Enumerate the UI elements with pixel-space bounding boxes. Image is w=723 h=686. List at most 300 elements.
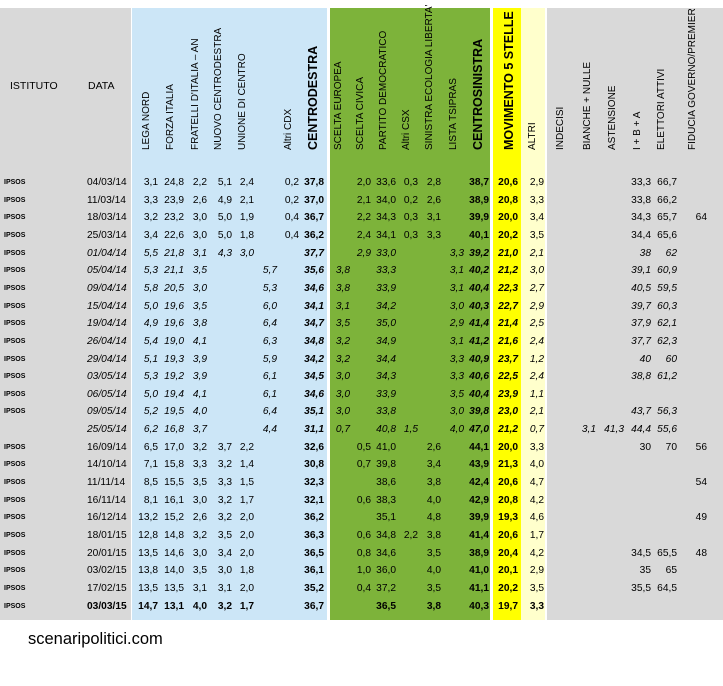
cell-iba: 38 <box>639 248 651 259</box>
cell-cdx: 34,1 <box>304 301 324 312</box>
cell-m5s: 20,6 <box>498 530 518 541</box>
footer-site: scenaripolitici.com <box>28 630 163 648</box>
row-date: 01/04/14 <box>87 248 127 259</box>
cell-fdi: 3,2 <box>192 442 207 453</box>
cell-sel: 3,8 <box>426 601 441 612</box>
cell-ln: 3,2 <box>143 212 158 223</box>
cell-el: 65 <box>665 565 677 576</box>
cell-sc: 0,4 <box>356 583 371 594</box>
row-istituto: IPSOS <box>4 391 26 398</box>
cell-alt: 3,3 <box>529 195 544 206</box>
header-altri-csx: Altri CSX <box>401 109 412 150</box>
cell-fdi: 3,0 <box>192 212 207 223</box>
header-centrodestra: CENTRODESTRA <box>306 45 320 150</box>
cell-se: 3,1 <box>335 301 350 312</box>
cell-sel: 3,8 <box>426 477 441 488</box>
cell-el: 59,5 <box>657 283 677 294</box>
cell-cdx: 35,6 <box>304 265 324 276</box>
cell-m5s: 22,5 <box>498 371 518 382</box>
header-ncd: NUOVO CENTRODESTRA <box>213 27 224 150</box>
cell-iba: 37,9 <box>631 318 651 329</box>
cell-csx: 38,7 <box>469 177 489 188</box>
cell-ln: 5,4 <box>143 336 158 347</box>
cell-sc: 2,9 <box>356 248 371 259</box>
cell-m5s: 20,8 <box>498 195 518 206</box>
cell-csx: 40,9 <box>469 354 489 365</box>
cell-fi: 19,0 <box>164 336 184 347</box>
row-istituto: IPSOS <box>4 373 26 380</box>
row-istituto: IPSOS <box>4 197 26 204</box>
cell-udc: 1,9 <box>239 212 254 223</box>
cell-cdx: 36,7 <box>304 212 324 223</box>
cell-sel: 2,6 <box>426 195 441 206</box>
cell-fdi: 3,5 <box>192 565 207 576</box>
cell-fi: 14,0 <box>164 565 184 576</box>
cell-cdx: 37,7 <box>304 248 324 259</box>
cell-alt: 4,6 <box>529 512 544 523</box>
cell-ast: 41,3 <box>604 424 624 435</box>
cell-pd: 38,3 <box>376 495 396 506</box>
cell-csx: 41,4 <box>469 318 489 329</box>
cell-ncdudc: 6,4 <box>262 318 277 329</box>
cell-ncd: 5,0 <box>217 230 232 241</box>
cell-el: 60,3 <box>657 301 677 312</box>
cell-csx: 43,9 <box>469 459 489 470</box>
cell-cdx: 34,8 <box>304 336 324 347</box>
cell-cdx: 36,7 <box>304 601 324 612</box>
cell-m5s: 20,0 <box>498 442 518 453</box>
cell-fdi: 2,6 <box>192 512 207 523</box>
cell-ln: 12,8 <box>138 530 158 541</box>
cell-el: 66,2 <box>657 195 677 206</box>
cell-el: 65,7 <box>657 212 677 223</box>
cell-ln: 13,8 <box>138 565 158 576</box>
cell-fi: 19,6 <box>164 318 184 329</box>
row-istituto: IPSOS <box>4 267 26 274</box>
cell-fdi: 2,2 <box>192 177 207 188</box>
row-date: 25/05/14 <box>87 424 127 435</box>
cell-m5s: 23,7 <box>498 354 518 365</box>
row-date: 09/04/14 <box>87 283 127 294</box>
cell-ncdudc: 5,3 <box>262 283 277 294</box>
cell-udc: 2,2 <box>239 442 254 453</box>
cell-se: 3,0 <box>335 371 350 382</box>
cell-ts: 3,1 <box>449 283 464 294</box>
cell-fdi: 3,0 <box>192 548 207 559</box>
header-sel: SINISTRA ECOLOGIA LIBERTA' <box>424 4 435 150</box>
cell-fi: 19,3 <box>164 354 184 365</box>
cell-csx: 44,1 <box>469 442 489 453</box>
header-bianche: BIANCHE + NULLE <box>582 61 593 150</box>
cell-se: 3,8 <box>335 283 350 294</box>
cell-se: 0,7 <box>335 424 350 435</box>
cell-pd: 33,9 <box>376 389 396 400</box>
cell-iba: 30 <box>639 442 651 453</box>
cell-udc: 1,7 <box>239 495 254 506</box>
cell-m5s: 22,3 <box>498 283 518 294</box>
cell-pd: 34,4 <box>376 354 396 365</box>
cell-iba: 39,7 <box>631 301 651 312</box>
row-istituto: IPSOS <box>4 356 26 363</box>
cell-fdi: 3,2 <box>192 530 207 541</box>
cell-ln: 13,5 <box>138 583 158 594</box>
cell-udc: 1,7 <box>239 601 254 612</box>
cell-fi: 13,5 <box>164 583 184 594</box>
cell-fdi: 3,3 <box>192 459 207 470</box>
row-date: 03/05/14 <box>87 371 127 382</box>
cell-ncd: 3,2 <box>217 601 232 612</box>
cell-ncd: 3,4 <box>217 548 232 559</box>
header-ib-a: I + B + A <box>632 111 643 150</box>
cell-fi: 15,8 <box>164 459 184 470</box>
cell-acsx: 0,2 <box>403 195 418 206</box>
cell-fi: 21,1 <box>164 265 184 276</box>
cell-ln: 5,3 <box>143 265 158 276</box>
cell-ncd: 5,1 <box>217 177 232 188</box>
band-left-grey <box>0 8 131 620</box>
cell-fdi: 3,5 <box>192 301 207 312</box>
row-date: 16/12/14 <box>87 512 127 523</box>
cell-fdi: 4,1 <box>192 389 207 400</box>
header-fiducia: FIDUCIA GOVERNO/PREMIER <box>687 8 698 150</box>
cell-cdx: 36,1 <box>304 565 324 576</box>
cell-csx: 40,3 <box>469 301 489 312</box>
cell-csx: 41,4 <box>469 530 489 541</box>
row-istituto: IPSOS <box>4 514 26 521</box>
cell-m5s: 20,2 <box>498 583 518 594</box>
row-date: 04/03/14 <box>87 177 127 188</box>
cell-sel: 3,3 <box>426 230 441 241</box>
row-istituto: IPSOS <box>4 585 26 592</box>
cell-ln: 5,0 <box>143 301 158 312</box>
cell-fdi: 4,0 <box>192 406 207 417</box>
cell-udc: 2,0 <box>239 548 254 559</box>
cell-alt: 1,1 <box>529 389 544 400</box>
cell-alt: 2,5 <box>529 318 544 329</box>
cell-ln: 5,8 <box>143 283 158 294</box>
row-istituto: IPSOS <box>4 285 26 292</box>
cell-csx: 40,1 <box>469 230 489 241</box>
row-istituto: IPSOS <box>4 214 26 221</box>
cell-fi: 13,1 <box>164 601 184 612</box>
band-altri <box>521 8 545 620</box>
cell-se: 3,2 <box>335 336 350 347</box>
cell-m5s: 23,0 <box>498 406 518 417</box>
cell-csx: 39,9 <box>469 512 489 523</box>
cell-udc: 2,1 <box>239 195 254 206</box>
cell-cdx: 36,2 <box>304 230 324 241</box>
row-istituto: IPSOS <box>4 408 26 415</box>
cell-udc: 1,8 <box>239 565 254 576</box>
cell-pd: 35,0 <box>376 318 396 329</box>
cell-ln: 4,9 <box>143 318 158 329</box>
cell-ncdudc: 4,4 <box>262 424 277 435</box>
header-data: DATA <box>88 80 115 92</box>
row-istituto: IPSOS <box>4 532 26 539</box>
cell-cdx: 34,2 <box>304 354 324 365</box>
cell-sel: 2,6 <box>426 442 441 453</box>
cell-udc: 2,0 <box>239 512 254 523</box>
cell-sc: 2,2 <box>356 212 371 223</box>
cell-csx: 40,6 <box>469 371 489 382</box>
header-scelta-civica: SCELTA CIVICA <box>355 77 366 150</box>
cell-alt: 2,1 <box>529 248 544 259</box>
cell-alt: 3,5 <box>529 583 544 594</box>
cell-ts: 3,0 <box>449 301 464 312</box>
cell-cdx: 35,2 <box>304 583 324 594</box>
cell-fid: 64 <box>695 212 707 223</box>
cell-sel: 4,0 <box>426 495 441 506</box>
cell-alt: 3,4 <box>529 212 544 223</box>
cell-fi: 14,8 <box>164 530 184 541</box>
cell-sel: 4,8 <box>426 512 441 523</box>
cell-sc: 0,6 <box>356 530 371 541</box>
cell-fi: 16,8 <box>164 424 184 435</box>
cell-pd: 33,6 <box>376 177 396 188</box>
cell-alt: 4,2 <box>529 548 544 559</box>
cell-el: 62,3 <box>657 336 677 347</box>
cell-ln: 8,5 <box>143 477 158 488</box>
cell-ln: 6,5 <box>143 442 158 453</box>
cell-cdx: 34,6 <box>304 283 324 294</box>
cell-m5s: 21,6 <box>498 336 518 347</box>
cell-ts: 4,0 <box>449 424 464 435</box>
cell-udc: 2,0 <box>239 583 254 594</box>
cell-pd: 37,2 <box>376 583 396 594</box>
cell-pd: 34,3 <box>376 371 396 382</box>
cell-pd: 34,2 <box>376 301 396 312</box>
cell-pd: 33,3 <box>376 265 396 276</box>
cell-csx: 40,3 <box>469 601 489 612</box>
cell-csx: 40,4 <box>469 389 489 400</box>
cell-fi: 23,2 <box>164 212 184 223</box>
cell-acdx: 0,4 <box>284 230 299 241</box>
cell-pd: 36,0 <box>376 565 396 576</box>
cell-iba: 38,8 <box>631 371 651 382</box>
cell-acdx: 0,4 <box>284 212 299 223</box>
cell-fi: 20,5 <box>164 283 184 294</box>
cell-fdi: 3,5 <box>192 265 207 276</box>
cell-iba: 35,5 <box>631 583 651 594</box>
cell-ts: 2,9 <box>449 318 464 329</box>
cell-cdx: 36,2 <box>304 512 324 523</box>
cell-udc: 1,8 <box>239 230 254 241</box>
row-date: 09/05/14 <box>87 406 127 417</box>
row-istituto: IPSOS <box>4 603 26 610</box>
cell-ts: 3,1 <box>449 336 464 347</box>
cell-fdi: 4,0 <box>192 601 207 612</box>
cell-alt: 3,5 <box>529 230 544 241</box>
row-date: 06/05/14 <box>87 389 127 400</box>
cell-fi: 16,1 <box>164 495 184 506</box>
cell-acdx: 0,2 <box>284 177 299 188</box>
cell-m5s: 20,4 <box>498 548 518 559</box>
cell-ncdudc: 6,1 <box>262 389 277 400</box>
row-date: 29/04/14 <box>87 354 127 365</box>
cell-csx: 38,9 <box>469 195 489 206</box>
cell-ncd: 3,2 <box>217 459 232 470</box>
row-date: 16/11/14 <box>87 495 126 506</box>
header-elettori: ELETTORI ATTIVI <box>656 68 667 150</box>
cell-pd: 40,8 <box>376 424 396 435</box>
cell-pd: 34,8 <box>376 530 396 541</box>
cell-fi: 17,0 <box>164 442 184 453</box>
cell-ncdudc: 5,7 <box>262 265 277 276</box>
cell-fdi: 3,9 <box>192 371 207 382</box>
cell-pd: 34,0 <box>376 195 396 206</box>
cell-se: 3,5 <box>335 318 350 329</box>
header-m5s: MOVIMENTO 5 STELLE <box>502 11 516 150</box>
cell-pd: 33,0 <box>376 248 396 259</box>
cell-iba: 43,7 <box>631 406 651 417</box>
cell-pd: 34,3 <box>376 212 396 223</box>
cell-ts: 3,3 <box>449 371 464 382</box>
cell-ncdudc: 6,3 <box>262 336 277 347</box>
cell-m5s: 20,2 <box>498 230 518 241</box>
cell-ncd: 3,7 <box>217 442 232 453</box>
cell-el: 65,5 <box>657 548 677 559</box>
cell-ln: 5,2 <box>143 406 158 417</box>
cell-cdx: 37,8 <box>304 177 324 188</box>
cell-alt: 0,7 <box>529 424 544 435</box>
cell-ncd: 3,2 <box>217 495 232 506</box>
header-altri: ALTRI <box>527 122 538 150</box>
row-date: 11/03/14 <box>87 195 126 206</box>
cell-fid: 56 <box>695 442 707 453</box>
row-date: 20/01/15 <box>87 548 127 559</box>
row-date: 05/04/14 <box>87 265 127 276</box>
cell-csx: 39,8 <box>469 406 489 417</box>
cell-fdi: 3,5 <box>192 477 207 488</box>
cell-el: 60,9 <box>657 265 677 276</box>
header-forza-italia: FORZA ITALIA <box>165 84 176 150</box>
cell-sc: 0,8 <box>356 548 371 559</box>
row-istituto: IPSOS <box>4 444 26 451</box>
cell-sc: 0,6 <box>356 495 371 506</box>
cell-pd: 33,8 <box>376 406 396 417</box>
cell-alt: 2,4 <box>529 336 544 347</box>
cell-sc: 2,1 <box>356 195 371 206</box>
cell-m5s: 20,0 <box>498 212 518 223</box>
header-lega-nord: LEGA NORD <box>141 91 152 150</box>
cell-ln: 6,2 <box>143 424 158 435</box>
cell-fdi: 3,0 <box>192 283 207 294</box>
cell-fid: 54 <box>695 477 707 488</box>
header-fratelli: FRATELLI D'ITALIA – AN <box>190 38 201 150</box>
cell-el: 61,2 <box>657 371 677 382</box>
cell-ncdudc: 6,1 <box>262 371 277 382</box>
cell-fdi: 3,0 <box>192 495 207 506</box>
row-istituto: IPSOS <box>4 497 26 504</box>
cell-udc: 2,0 <box>239 530 254 541</box>
cell-m5s: 21,4 <box>498 318 518 329</box>
cell-udc: 1,4 <box>239 459 254 470</box>
cell-sel: 2,8 <box>426 177 441 188</box>
cell-fid: 49 <box>695 512 707 523</box>
cell-alt: 2,7 <box>529 283 544 294</box>
cell-ln: 5,0 <box>143 389 158 400</box>
row-istituto: IPSOS <box>4 250 26 257</box>
cell-el: 62 <box>665 248 677 259</box>
header-centrosinistra: CENTROSINISTRA <box>471 38 485 150</box>
cell-alt: 3,3 <box>529 442 544 453</box>
cell-m5s: 21,2 <box>498 424 518 435</box>
cell-alt: 4,0 <box>529 459 544 470</box>
cell-fdi: 2,6 <box>192 195 207 206</box>
row-date: 25/03/14 <box>87 230 127 241</box>
cell-sc: 1,0 <box>356 565 371 576</box>
cell-iba: 37,7 <box>631 336 651 347</box>
cell-iba: 34,4 <box>631 230 651 241</box>
header-udc: UNIONE DI CENTRO <box>237 53 248 150</box>
cell-iba: 34,3 <box>631 212 651 223</box>
row-istituto: IPSOS <box>4 303 26 310</box>
cell-ln: 3,3 <box>143 195 158 206</box>
cell-udc: 2,4 <box>239 177 254 188</box>
cell-alt: 1,2 <box>529 354 544 365</box>
cell-csx: 40,2 <box>469 265 489 276</box>
cell-m5s: 20,1 <box>498 565 518 576</box>
cell-el: 55,6 <box>657 424 677 435</box>
cell-fi: 15,2 <box>164 512 184 523</box>
cell-fi: 22,6 <box>164 230 184 241</box>
cell-ts: 3,1 <box>449 265 464 276</box>
cell-iba: 33,8 <box>631 195 651 206</box>
cell-sc: 0,5 <box>356 442 371 453</box>
header-altri-cdx: Altri CDX <box>283 108 294 150</box>
cell-ln: 5,1 <box>143 354 158 365</box>
cell-iba: 40 <box>639 354 651 365</box>
cell-ncd: 3,5 <box>217 530 232 541</box>
cell-udc: 3,0 <box>239 248 254 259</box>
row-istituto: IPSOS <box>4 461 26 468</box>
cell-ncd: 3,2 <box>217 512 232 523</box>
cell-fdi: 3,1 <box>192 248 207 259</box>
band-centrosinistra <box>330 8 490 620</box>
cell-alt: 2,9 <box>529 301 544 312</box>
row-istituto: IPSOS <box>4 338 26 345</box>
cell-m5s: 20,8 <box>498 495 518 506</box>
row-istituto: IPSOS <box>4 232 26 239</box>
cell-sel: 3,1 <box>426 212 441 223</box>
row-istituto: IPSOS <box>4 179 26 186</box>
cell-acsx: 0,3 <box>403 212 418 223</box>
cell-udc: 1,5 <box>239 477 254 488</box>
cell-ln: 7,1 <box>143 459 158 470</box>
cell-ln: 5,5 <box>143 248 158 259</box>
cell-sel: 3,8 <box>426 530 441 541</box>
header-indecisi: INDECISI <box>555 106 566 150</box>
cell-pd: 38,6 <box>376 477 396 488</box>
cell-alt: 4,7 <box>529 477 544 488</box>
row-date: 14/10/14 <box>87 459 127 470</box>
cell-el: 60 <box>665 354 677 365</box>
cell-ts: 3,0 <box>449 406 464 417</box>
cell-ln: 14,7 <box>138 601 158 612</box>
cell-ln: 3,1 <box>143 177 158 188</box>
cell-sel: 3,5 <box>426 583 441 594</box>
row-date: 16/09/14 <box>87 442 127 453</box>
row-date: 03/02/15 <box>87 565 127 576</box>
cell-fi: 24,8 <box>164 177 184 188</box>
cell-acsx: 0,3 <box>403 230 418 241</box>
cell-ncdudc: 5,9 <box>262 354 277 365</box>
cell-alt: 2,4 <box>529 371 544 382</box>
cell-m5s: 23,9 <box>498 389 518 400</box>
row-date: 15/04/14 <box>87 301 127 312</box>
header-scelta-europea: SCELTA EUROPEA <box>333 61 344 150</box>
cell-sel: 3,5 <box>426 548 441 559</box>
